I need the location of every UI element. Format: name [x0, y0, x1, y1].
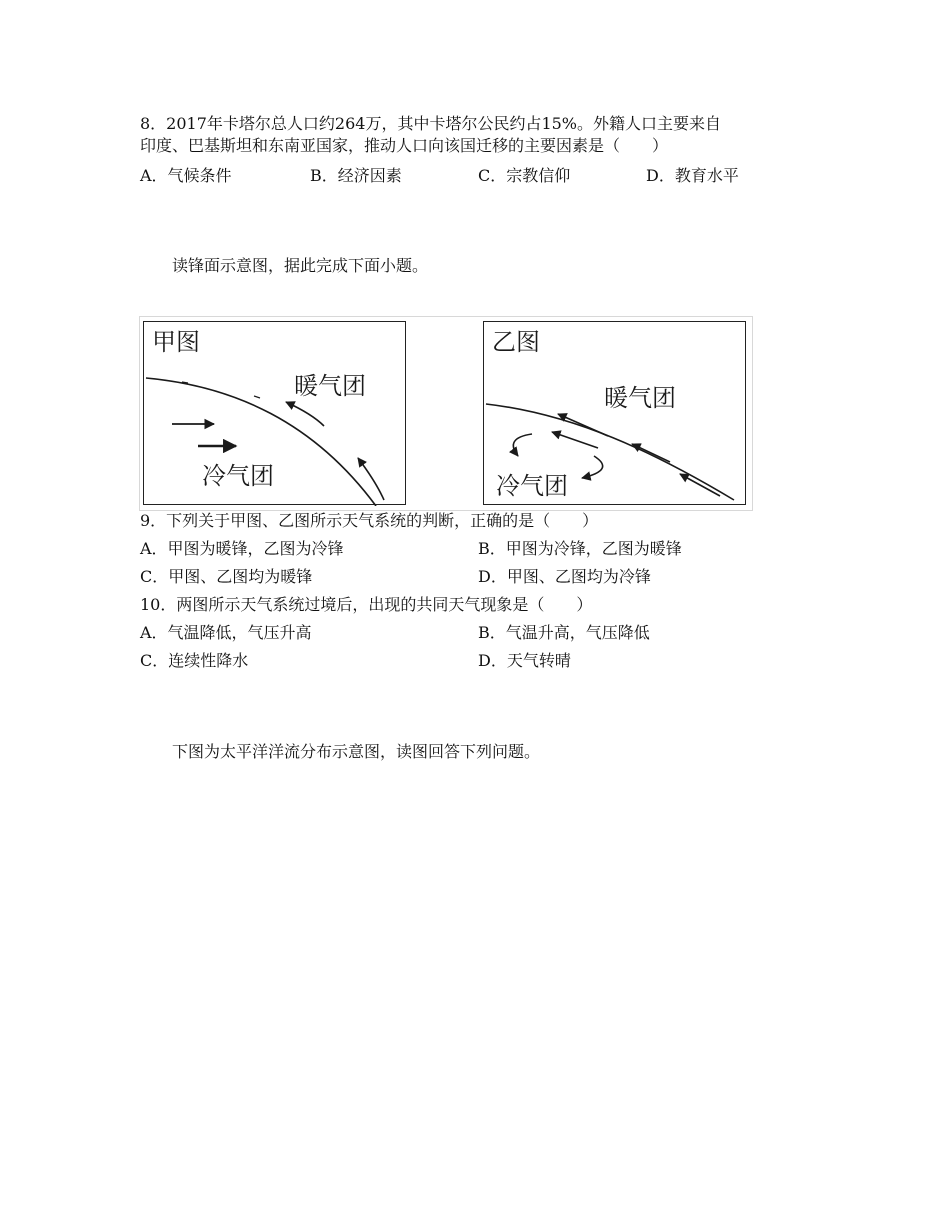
front-intro: 读锋面示意图，据此完成下面小题。	[172, 256, 429, 275]
panel-jia	[143, 321, 406, 505]
panel-yi-cold-label: 冷气团	[496, 472, 568, 500]
front-tick	[254, 396, 260, 398]
warm-air-arrow	[558, 414, 608, 436]
q10-stem: 10．两图所示天气系统过境后，出现的共同天气现象是（ ）	[140, 595, 593, 614]
q9-option-c: C．甲图、乙图均为暖锋	[140, 567, 313, 586]
q10-option-c: C．连续性降水	[140, 651, 249, 670]
warm-air-arrow	[680, 474, 720, 496]
warm-air-arrow	[632, 444, 670, 462]
q8-option-c: C．宗教信仰	[478, 166, 571, 185]
cold-air-swirl-arrow	[513, 434, 532, 456]
ocean-intro: 下图为太平洋洋流分布示意图，读图回答下列问题。	[172, 742, 541, 761]
warm-air-arrow	[552, 432, 598, 448]
q10-option-d: D．天气转晴	[478, 651, 571, 670]
q8-stem-line-2: 印度、巴基斯坦和东南亚国家，推动人口向该国迁移的主要因素是（ ）	[140, 136, 669, 155]
q8-option-d: D．教育水平	[646, 166, 739, 185]
warm-air-arrow	[286, 402, 324, 426]
panel-jia-cold-label: 冷气团	[202, 462, 274, 490]
q10-option-a: A．气温降低，气压升高	[140, 623, 312, 642]
q10-option-b: B．气温升高，气压降低	[478, 623, 650, 642]
q9-option-a: A．甲图为暖锋，乙图为冷锋	[140, 539, 344, 558]
panel-jia-title: 甲图	[152, 328, 200, 356]
front-diagram-figure	[139, 316, 753, 511]
panel-yi-warm-label: 暖气团	[604, 384, 676, 412]
cold-air-swirl-arrow	[582, 456, 603, 478]
q8-stem-line-1: 8．2017年卡塔尔总人口约264万，其中卡塔尔公民约占15%。外籍人口主要来自	[140, 114, 722, 133]
panel-jia-warm-label: 暖气团	[294, 372, 366, 400]
q9-option-b: B．甲图为冷锋，乙图为暖锋	[478, 539, 682, 558]
panel-yi-title: 乙图	[492, 328, 540, 356]
q9-option-d: D．甲图、乙图均为冷锋	[478, 567, 651, 586]
panel-yi	[483, 321, 746, 505]
warm-air-rising-arrow	[358, 458, 384, 500]
q9-stem: 9．下列关于甲图、乙图所示天气系统的判断，正确的是（ ）	[140, 511, 599, 530]
q8-option-b: B．经济因素	[310, 166, 402, 185]
q8-option-a: A．气候条件	[140, 166, 232, 185]
